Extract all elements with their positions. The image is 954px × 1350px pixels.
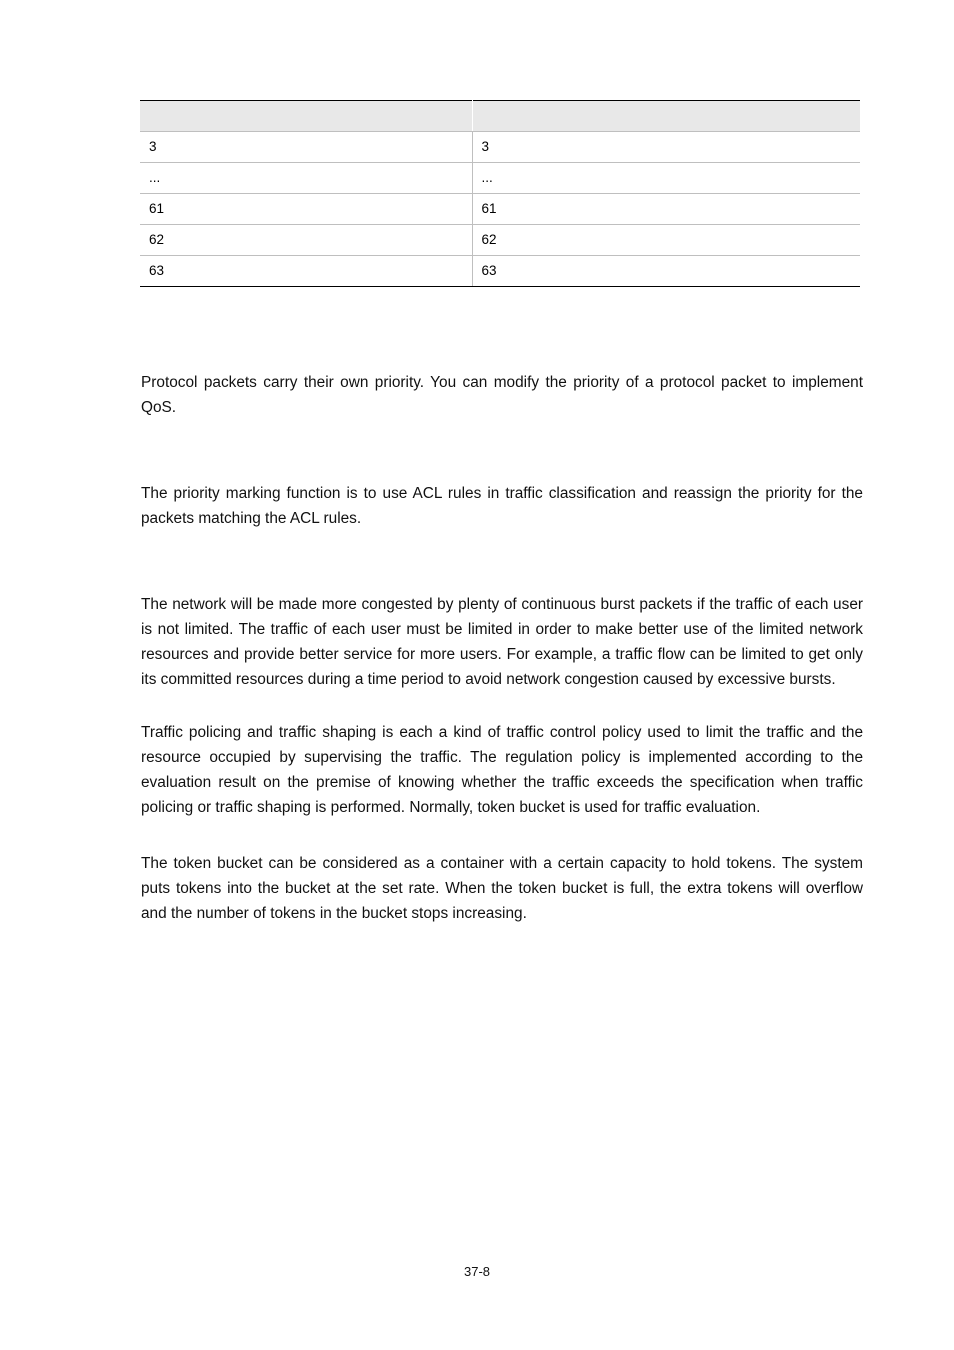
table-header-row: [140, 101, 860, 132]
table-cell: 63: [472, 256, 860, 287]
priority-mapping-table: [140, 100, 860, 287]
priority-mapping-table-container: [140, 100, 860, 287]
table-row: [140, 194, 860, 225]
table-row: [140, 225, 860, 256]
table-cell: 63: [140, 256, 472, 287]
table-row: [140, 256, 860, 287]
table-cell: ...: [140, 163, 472, 194]
paragraph-traffic-limiting: The network will be made more congested by plenty of continuous burst packets if the traffic of each user is not limited. The traffic of each user must be limited in order to make better use of the limited network resources and provide better service for more users. For example, a traffic flow can be limited to get only its committed resources during a time period to avoid network congestion caused by excessive bursts.: [141, 596, 863, 688]
table-cell: 3: [472, 132, 860, 163]
table-cell: 3: [140, 132, 472, 163]
table-header: [140, 101, 860, 132]
paragraph-priority-marking: The priority marking function is to use ACL rules in traffic classification and reassign the priority for the packets matching the ACL rules.: [141, 485, 863, 527]
table-cell: ...: [472, 163, 860, 194]
table-body: [140, 132, 860, 287]
paragraph-policing-shaping: Traffic policing and traffic shaping is each a kind of traffic control policy used to limit the traffic and the resource occupied by supervising the traffic. The regulation policy is implemented according to the evaluation result on the premise of knowing whether the traffic exceeds the specification when traffic policing or traffic shaping is performed. Normally, token bucket is used for traffic evaluation.: [141, 724, 863, 816]
table-cell: 62: [472, 225, 860, 256]
table-header-cell-1: [140, 101, 472, 132]
table-cell: 62: [140, 225, 472, 256]
page-number: 37-8: [463, 1264, 491, 1279]
table-cell: 61: [140, 194, 472, 225]
table-header-cell-2: [472, 101, 860, 132]
table-row: [140, 163, 860, 194]
paragraph-token-bucket: The token bucket can be considered as a container with a certain capacity to hold tokens. The system puts tokens into the bucket at the set rate. When the token bucket is full, the extra tokens will overflow and the number of tokens in the bucket stops increasing.: [141, 855, 863, 922]
table-row: [140, 132, 860, 163]
table-cell: 61: [472, 194, 860, 225]
paragraph-protocol-priority: Protocol packets carry their own priority. You can modify the priority of a protocol packet to implement QoS.: [141, 374, 863, 416]
